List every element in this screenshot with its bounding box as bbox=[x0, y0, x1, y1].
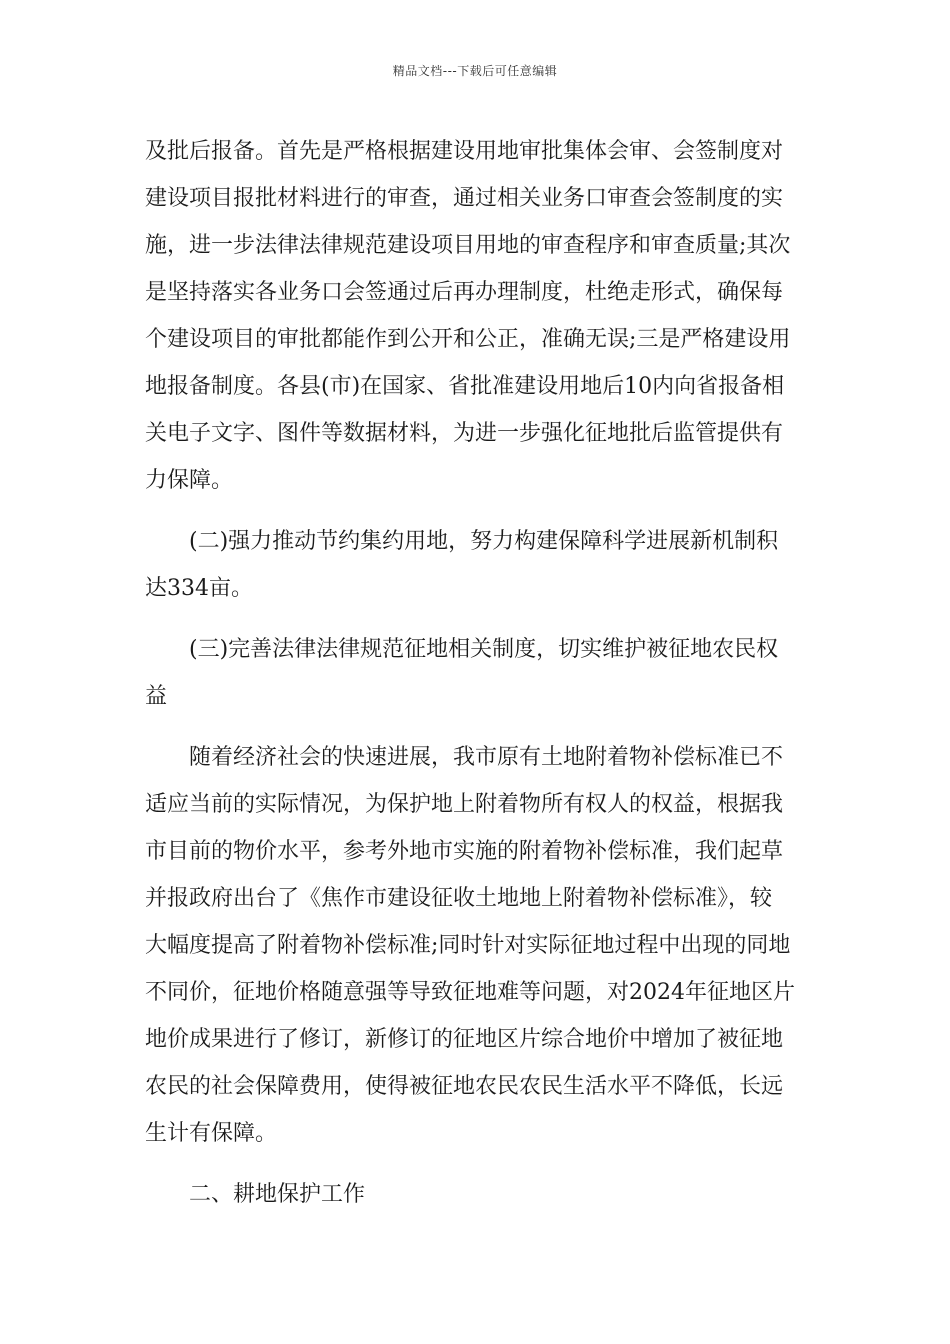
document-body bbox=[145, 128, 805, 1218]
text-line: 不同价，征地价格随意强等导致征地难等问题，对2024年征地区片 bbox=[145, 980, 795, 1005]
page-header: 精品文档---下载后可任意编辑 bbox=[392, 64, 558, 78]
text-line: 益 bbox=[145, 684, 168, 709]
text-line: 建设项目报批材料进行的审查，通过相关业务口审查会签制度的实 bbox=[145, 186, 784, 211]
text-line: 地价成果进行了修订，新修订的征地区片综合地价中增加了被征地 bbox=[145, 1027, 784, 1052]
section-heading bbox=[145, 1171, 805, 1218]
text-line: 施，进一步法律法律规范建设项目用地的审查程序和审查质量;其次 bbox=[145, 233, 791, 258]
text-line: 力保障。 bbox=[145, 468, 234, 493]
text-line: (二)强力推动节约集约用地，努力构建保障科学进展新机制积 bbox=[189, 529, 779, 554]
text-line: 及批后报备。首先是严格根据建设用地审批集体会审、会签制度对 bbox=[145, 139, 784, 164]
text-line: 大幅度提高了附着物补偿标准;同时针对实际征地过程中出现的同地 bbox=[145, 933, 791, 958]
text-line: 达334亩。 bbox=[145, 576, 253, 601]
text-line: 是坚持落实各业务口会签通过后再办理制度，杜绝走形式，确保每 bbox=[145, 280, 784, 305]
text-line: 二、耕地保护工作 bbox=[189, 1182, 366, 1207]
text-line: 农民的社会保障费用，使得被征地农民农民生活水平不降低，长远 bbox=[145, 1074, 784, 1099]
text-line: (三)完善法律法律规范征地相关制度，切实维护被征地农民权 bbox=[189, 637, 779, 662]
text-line: 地报备制度。各县(市)在国家、省批准建设用地后10内向省报备相 bbox=[145, 374, 785, 399]
paragraph bbox=[145, 734, 805, 1157]
text-line: 生计有保障。 bbox=[145, 1121, 278, 1146]
paragraph bbox=[145, 518, 805, 612]
text-line: 市目前的物价水平，参考外地市实施的附着物补偿标准，我们起草 bbox=[145, 839, 784, 864]
text-line: 随着经济社会的快速进展，我市原有土地附着物补偿标准已不 bbox=[189, 745, 784, 770]
text-line: 适应当前的实际情况，为保护地上附着物所有权人的权益，根据我 bbox=[145, 792, 784, 817]
paragraph bbox=[145, 128, 805, 504]
text-line: 个建设项目的审批都能作到公开和公正，准确无误;三是严格建设用 bbox=[145, 327, 791, 352]
text-line: 并报政府出台了《焦作市建设征收土地地上附着物补偿标准》，较 bbox=[145, 886, 773, 911]
paragraph bbox=[145, 626, 805, 720]
text-line: 关电子文字、图件等数据材料，为进一步强化征地批后监管提供有 bbox=[145, 421, 784, 446]
